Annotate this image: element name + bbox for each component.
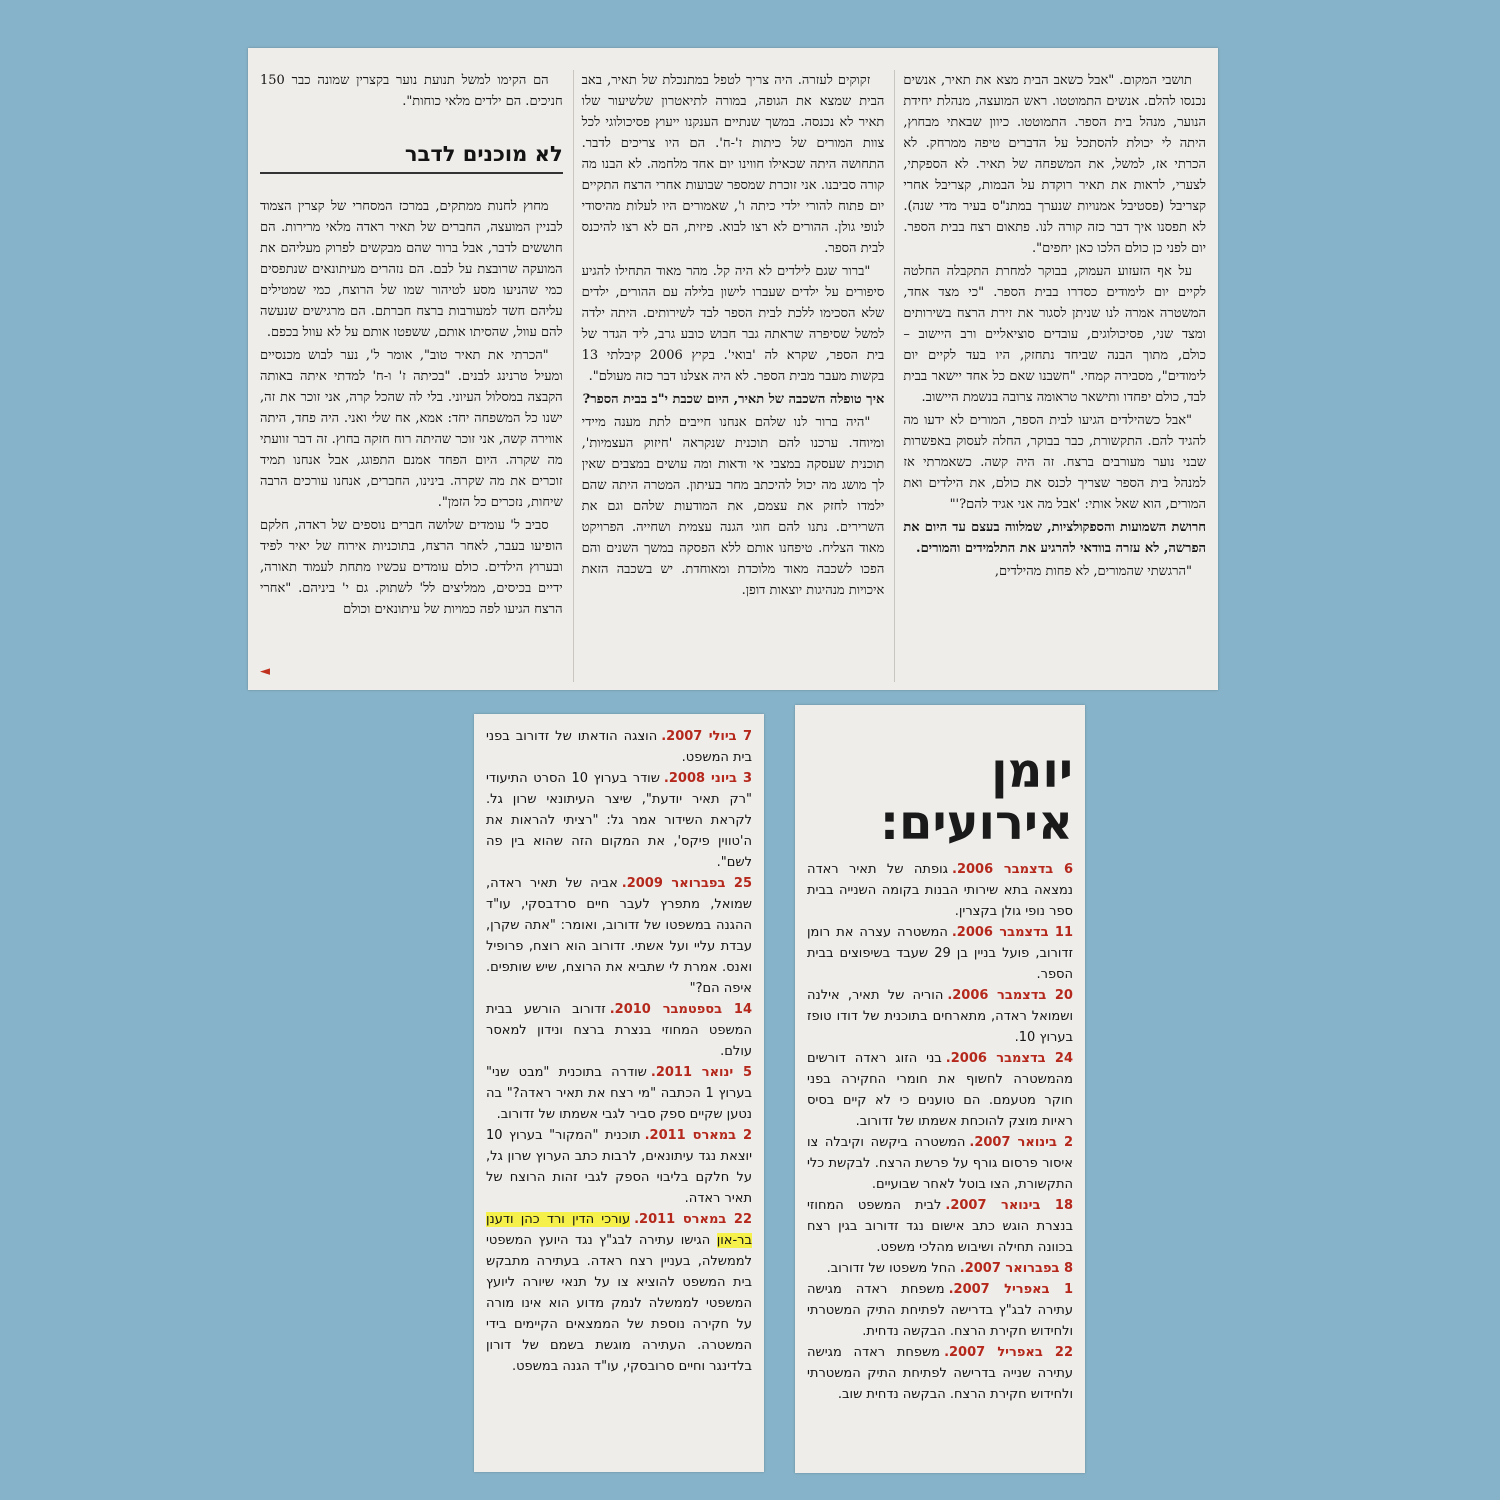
timeline-entry <box>486 768 752 873</box>
timeline-entry-text: לבית המשפט המחוזי בנצרת הוגש כתב אישום נגד זדורוב בגין רצח בכוונה תחילה ושיבוש מהלכי משפט. <box>807 1198 1073 1255</box>
column-3-opening-text: הם הקימו למשל תנועת נוער בקצרין שמונה כבר 150 חניכים. הם ילדים מלאי כוחות". <box>259 73 563 109</box>
timeline-entry-text: בני הזוג ראדה דורשים מהמשטרה לחשוף את חומרי החקירה בפני חוקר מטעמם. הם טוענים כי לא קיים בסיס ראיות מוצק להוכחת אשמתו של זדורוב. <box>807 1051 1073 1129</box>
article-paragraph: מחוץ לחנות ממתקים, במרכז המסחרי של קצרין הצמוד לבניין המועצה, החברים של תאיר ראדה מלאי מרירות. הם חוששים לדבר, אבל ברור שהם מבקשים לפרוק מעליהם את המועקה שרובצת על לבם. הם נזהרים מעיתונאים שנתפסים כמי שהניעו מסע לטיהור שמו של הרוצח, כמי שמטילים עליהם חשד למעורבות ברצח חברתם. הם מרגישים שנעשה להם עוול, שהסיתו אותם, ששפטו אותם על לא עוול בכפם. <box>259 199 563 340</box>
timeline-entry-text: המשטרה עצרה את רומן זדורוב, פועל בניין בן 29 שעבד בשיפוצים בבית הספר. <box>807 925 1073 982</box>
timeline-entry <box>807 1195 1073 1258</box>
highlighted-text: עורכי הדין ורד כהן ודענן בר-און <box>486 1212 753 1248</box>
timeline-entry-date: 22 באפריל 2007. <box>944 1345 1073 1360</box>
interview-question: חרושת השמועות והספקולציות, שמלווה בעצם עד היום את הפרשה, לא עזרה בוודאי להרגיע את התלמידים והמורים. <box>903 520 1206 556</box>
timeline-entry-text: אביה של תאיר ראדה, שמואל, מתפרץ לעבר חיים סרדבסקי, עו"ד ההגנה במשפטו של זדורוב, ואומר: "אתה שקרן, עבדת עליי ועל אשתי. זדורוב הוא רוצח, פרופיל ואנס. אמרת לי שתביא את הרוצח, שיש שותפים. איפה הם?" <box>486 876 752 996</box>
timeline-entry <box>486 726 752 768</box>
timeline-entry-date: 20 בדצמבר 2006. <box>947 988 1073 1003</box>
timeline-title-line-2: אירועים: <box>879 795 1073 851</box>
article-paragraph: "הכרתי את תאיר טוב", אומר ל', נער לבוש מכנסיים ומעיל טרנינג לבנים. "בכיתה ז' ו-ח' למדתי איתה באותה הקבצה במסלול העיוני. בלי לה שהכל קרה, אני זוכר את זה, ישנו כל המשפחה יחד: אמא, אח שלי ואני. היה פחד, היתה אווירה קשה, אני זוכר שהיתה רוח חזקה בחוץ. זה דבר זוועתי מה שקרה. היום הפחד אמנם התפוגג, אבל אנחנו תמיד זוכרים את מה שקרה. בינינו, החברים, אנחנו עורכים הרבה שיחות, נזכרים כל הזמן". <box>259 348 563 510</box>
timeline-entry-date: 14 בספטמבר 2010. <box>609 1002 752 1017</box>
article-column-1 <box>894 70 1206 682</box>
timeline-entry-date: 22 במארס 2011. <box>634 1212 752 1227</box>
article-column-3 <box>260 70 563 682</box>
article-clipping <box>248 48 1218 690</box>
timeline-entry-text: הוריה של תאיר, אילנה ושמואל ראדה, מתארחים בתוכנית של דודו טופז בערוץ 10. <box>807 988 1073 1045</box>
timeline-clipping-right <box>795 705 1085 1473</box>
timeline-entry-date: 25 בפברואר 2009. <box>621 876 752 891</box>
timeline-entry-date: 18 בינואר 2007. <box>945 1198 1073 1213</box>
timeline-entry-text: משפחת ראדה מגישה עתירה לבג"ץ בדרישה לפתיחת התיק המשטרתי ולחידוש חקירת הרצח. הבקשה נדחית. <box>807 1282 1073 1339</box>
timeline-entry <box>807 1279 1073 1342</box>
timeline-entry-date: 7 ביולי 2007. <box>661 729 752 744</box>
timeline-entry-date: 6 בדצמבר 2006. <box>951 862 1073 877</box>
timeline-entry-text: החל משפטו של זדורוב. <box>826 1261 956 1276</box>
section-subheading: לא מוכנים לדבר <box>260 140 563 174</box>
article-paragraph: "היה ברור לנו שלהם אנחנו חייבים לתת מענה מיידי ומיוחד. ערכנו להם תוכנית שנקראה 'חיזוק העצמיות', תוכנית שעסקה במצבי אי ודאות ומה עושים במצבים שאין לך מושג מה יכול להיכתב מחר בעיתון. המטרה היתה שהם ילמדו לחזק את עצמם, את המודעות שלהם וגם את השרירים. נתנו להם חוגי הגנה עצמית ושחייה. הפרויקט מאוד הצליח. טיפחנו אותם ללא הפסקה במשך השנים והם הפכו לשכבה מאוד מלוכדת ומאוחדת. יש בשכבה הזאת איכויות מנהיגות יוצאות דופן. <box>581 415 885 598</box>
timeline-entry-date: 24 בדצמבר 2006. <box>945 1051 1073 1066</box>
timeline-entry <box>807 1342 1073 1405</box>
timeline-entry-date: 2 במארס 2011. <box>644 1128 752 1143</box>
article-paragraph: על אף הזעזוע העמוק, בבוקר למחרת התקבלה החלטה לקיים יום לימודים כסדרו בבית הספר. "כי מצד אחד, המשטרה אמרה לנו שניתן לסגור את זירת הרצח בשירותים ומצד שני, פסיכולוגים, עובדים סוציאליים ורב היישוב – כולם, מתוך הבנה שביחד נתחזק, היו בעד לקיים יום לימודים", מסבירה קמחי. "חשבנו שאם כל אחד יישאר בבית לבד, כולם יפחדו ותישאר טראומה צרובה בנשמת היישוב. <box>903 264 1206 405</box>
timeline-entry-text: שודרה בתוכנית "מבט שני" בערוץ 1 הכתבה "מי רצח את תאיר ראדה?" בה נטען שקיים ספק סביר לגבי אשמתו של זדורוב. <box>486 1065 753 1122</box>
timeline-entry <box>807 1048 1073 1132</box>
article-column-2 <box>573 70 885 682</box>
timeline-entry-date: 2 בינואר 2007. <box>969 1135 1073 1150</box>
timeline-entry <box>807 985 1073 1048</box>
timeline-entry-text: הגישו עתירה לבג"ץ נגד היועץ המשפטי לממשלה, בעניין רצח ראדה. בעתירה מתבקש בית המשפט להוציא צו על תנאי שיורה ליועץ המשפטי לממשלה לנמק מדוע הוא אינו מורה על חקירה נוספת של הממצאים הקיימים בידי המשטרה. העתירה מוגשת בשמם של דורון בלדינגר וחיים סרובסקי, עו"ד הגנה במשפט. <box>486 1233 752 1374</box>
timeline-entry-date: 11 בדצמבר 2006. <box>951 925 1073 940</box>
timeline-entry-text: זדורוב הורשע בבית המשפט המחוזי בנצרת ברצח ונידון למאסר עולם. <box>486 1002 752 1059</box>
timeline-entries <box>807 859 1073 1405</box>
article-paragraph: תושבי המקום. "אבל כשאב הבית מצא את תאיר, אנשים נכנסו להלם. אנשים התמוטטו. ראש המועצה, מנהלת יחידת הנוער, מנהל בית הספר. התמוטטו. כיוון שבאתי מבחוץ, היתה לי יכולת להסתכל על הדברים טיפה ממרחק. לא הכרתי אז, למשל, את המשפחה של תאיר. לא הספקתי, לצערי, לראות את תאיר רוקדת על הבמות, קצריבל אחרי קצריבל (פסטיבל אמנויות שנערך במתנ"ס בעיר מדי שנה). לא תפסנו איך דבר כזה קורה לנו. פתאום רצח בבית הספר. יום לפני כן כולם הלכו כאן יחפים". <box>903 73 1206 256</box>
interview-question: איך טופלה השכבה של תאיר, היום שכבת י"ב בבית הספר? <box>582 392 885 407</box>
timeline-entry <box>486 873 752 999</box>
timeline-title-line-1: יומן <box>991 743 1073 799</box>
timeline-entry <box>807 859 1073 922</box>
timeline-clipping-left <box>474 714 764 1472</box>
timeline-entry-date: 3 ביוני 2008. <box>663 771 752 786</box>
timeline-entry-date: 5 ינואר 2011. <box>650 1065 752 1080</box>
article-paragraph: "ברור שגם לילדים לא היה קל. מהר מאוד התחילו להגיע סיפורים על ילדים שעברו לישון בלילה עם ההורים, ילדים שלא הסכימו ללכת לבית הספר לבד לשירותים. היתה ילדה למשל שסיפרה שראתה גבר חבוש כובע גרב, ליד הגדר של בית הספר, שקרא לה 'בואי'. בקיץ 2006 קיבלתי 13 בקשות מעבר מבית הספר. לא היה אצלנו דבר כזה מעולם". <box>581 264 885 384</box>
timeline-entry <box>807 1132 1073 1195</box>
continuation-arrow-icon: ◄ <box>259 664 270 679</box>
article-paragraph: זקוקים לעזרה. היה צריך לטפל במתנכלת של תאיר, באב הבית שמצא את הגופה, במורה לתיאטרון שלשיעור שלו תאיר לא נכנסה. במשך שנתיים הענקנו ייעוץ פסיכולוגי לכל צוות המורים של כיתות ז'-ח'. הם היו צריכים לדבר. התחושה היתה שכאילו חווינו יום אחד מלחמה. לא הבנו מה קורה סביבנו. אני זוכרת שמספר שבועות אחרי הרצח התקיים יום פתוח להורי ילדי כיתה ו', שאמורים היו לעלות מהיסודי לנופי גולן. ההורים לא רצו לבוא. פיזית, הם לא רצו להיכנס לבית הספר. <box>581 73 885 256</box>
article-paragraph: סביב ל' עומדים שלושה חברים נוספים של ראדה, חלקם הופיעו בעבר, לאחר הרצח, בתוכניות אירוח של יאיר לפיד ובערוץ הילדים. כולם עומדים עכשיו מתחת לעמוד תאורה, ידיים בכיסים, ממליצים לל' לשתוק. גם י' ביניהם. "אחרי הרצח הגיעו לפה כמויות של עיתונאים וכולם <box>259 518 563 617</box>
timeline-entry-date: 1 באפריל 2007. <box>948 1282 1073 1297</box>
timeline-entry <box>486 1125 752 1209</box>
article-paragraph: "אבל כשהילדים הגיעו לבית הספר, המורים לא ידעו מה להגיד להם. התקשורת, כבר בבוקר, החלה לעסוק באפשרות שבני נוער מעורבים ברצח. זה היה קשה. כשאמרתי אז למנהל בית הספר שצריך לכנס את כולם, את הילדים ואת המורים, הוא שאל אותי: 'אבל מה אני אגיד להם?'" <box>903 413 1206 512</box>
timeline-entry-text: שודר בערוץ 10 הסרט התיעודי "רק תאיר יודעת", שיצר העיתונאי שרון גל. לקראת השידור אמר גל: "רציתי להראות את ה'טווין פיקס', את המקום הזה שהוא בין פה לשם". <box>486 771 752 870</box>
timeline-entry <box>486 999 752 1062</box>
timeline-title <box>807 745 1073 849</box>
timeline-entry <box>807 922 1073 985</box>
timeline-entries-continued <box>486 726 752 1377</box>
timeline-entry <box>807 1258 1073 1279</box>
timeline-entry-text: משפחת ראדה מגישה עתירה שנייה בדרישה לפתיחת התיק המשטרתי ולחידוש חקירת הרצח. הבקשה נדחית שוב. <box>807 1345 1073 1402</box>
timeline-entry-text: המשטרה ביקשה וקיבלה צו איסור פרסום גורף על פרשת הרצח. לבקשת כלי התקשורת, הצו בוטל לאחר שבועיים. <box>807 1135 1073 1192</box>
timeline-entry-text: גופתה של תאיר ראדה נמצאה בתא שירותי הבנות בקומה השנייה בבית ספר נופי גולן בקצרין. <box>807 862 1073 919</box>
timeline-entry <box>486 1209 752 1377</box>
timeline-entry-text: תוכנית "המקור" בערוץ 10 יוצאת נגד עיתונאים, לרבות כתב הערוץ שרון גל, על חלקם בליבוי הספק לגבי זהות הרוצח של תאיר ראדה. <box>486 1128 752 1206</box>
timeline-entry <box>486 1062 752 1125</box>
article-paragraph: "הרגשתי שהמורים, לא פחות מהילדים, <box>994 564 1192 579</box>
timeline-entry-date: 8 בפברואר 2007. <box>959 1261 1073 1276</box>
timeline-entry-text: הוצגה הודאתו של זדורוב בפני בית המשפט. <box>486 729 752 765</box>
